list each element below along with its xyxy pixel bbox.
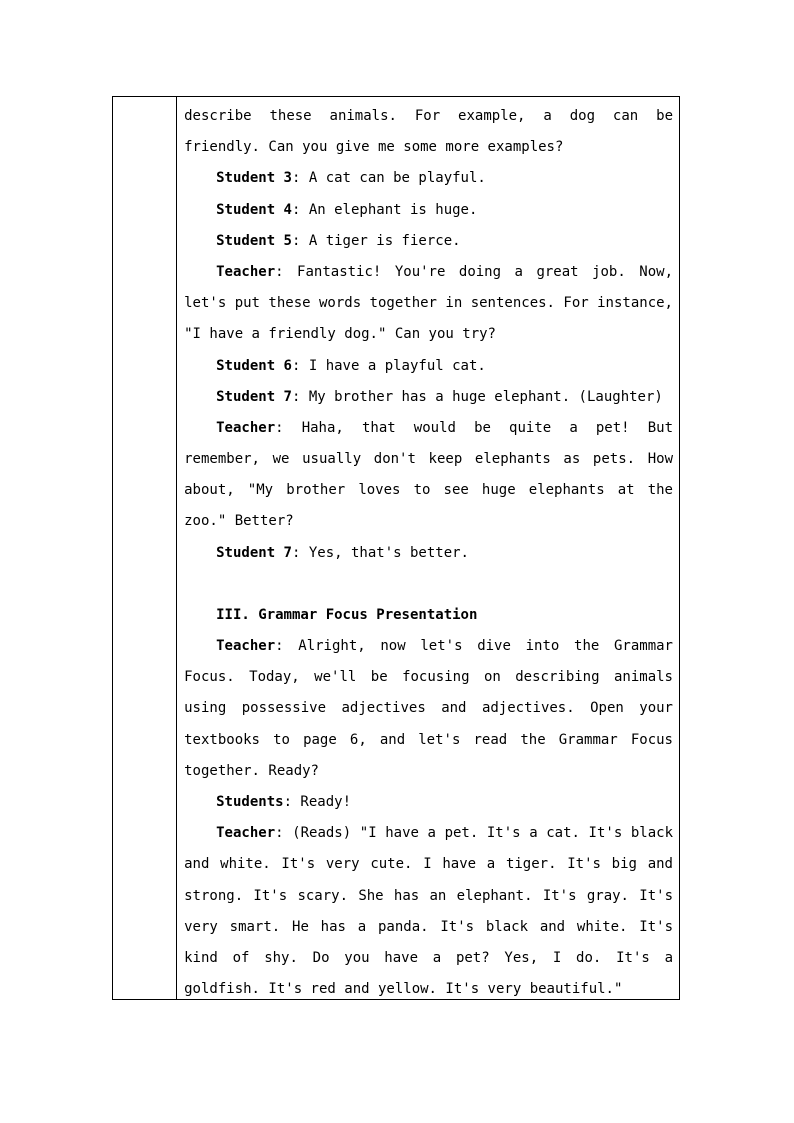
- speaker-text: : (Reads) "I have a pet. It's a cat. It's black: [275, 825, 673, 842]
- text-line: [184, 382, 673, 413]
- text-line: [184, 257, 673, 288]
- text-line: zoo." Better?: [184, 513, 294, 530]
- text-line: [184, 195, 673, 226]
- speaker-text: : Ready!: [283, 793, 351, 810]
- text-line: about, "My brother loves to see huge elephants at the: [184, 482, 673, 499]
- text-line: very smart. He has a panda. It's black and white. It's: [184, 918, 673, 935]
- text-line: Focus. Today, we'll be focusing on describing animals: [184, 669, 673, 686]
- speaker-label: Teacher: [216, 263, 276, 280]
- lesson-table: [112, 96, 680, 1000]
- section-heading: III. Grammar Focus Presentation: [216, 606, 478, 623]
- speaker-text: : Yes, that's better.: [291, 544, 469, 561]
- speaker-text: : Fantastic! You're doing a great job. Now,: [275, 263, 673, 280]
- text-line: kind of shy. Do you have a pet? Yes, I do. It's a: [184, 949, 673, 966]
- speaker-label: Student 5: [216, 232, 292, 249]
- text-line: remember, we usually don't keep elephants as pets. How: [184, 451, 673, 468]
- speaker-label: Student 7: [216, 544, 292, 561]
- speaker-text: : Alright, now let's dive into the Grammar: [275, 638, 673, 654]
- speaker-text: : A cat can be playful.: [291, 170, 486, 187]
- speaker-label: Student 7: [216, 388, 292, 405]
- speaker-label: Teacher: [216, 638, 276, 654]
- text-line: textbooks to page 6, and let's read the Grammar Focus: [184, 731, 673, 748]
- speaker-text: : I have a playful cat.: [291, 357, 486, 374]
- text-line: [184, 818, 673, 849]
- text-line: [184, 163, 673, 194]
- text-line: [184, 226, 673, 257]
- text-line: let's put these words together in sentences. For instance,: [184, 295, 673, 312]
- text-line: using possessive adjectives and adjectives. Open your: [184, 700, 673, 717]
- table-left-column: [113, 97, 177, 999]
- speaker-label: Student 4: [216, 201, 292, 218]
- speaker-label: Students: [216, 793, 284, 810]
- speaker-label: Student 6: [216, 357, 292, 374]
- text-line: [184, 413, 673, 444]
- text-line: strong. It's scary. She has an elephant. It's gray. It's: [184, 887, 673, 904]
- speaker-text: : An elephant is huge.: [291, 201, 478, 218]
- text-line: friendly. Can you give me some more examples?: [184, 139, 564, 156]
- text-line: together. Ready?: [184, 762, 319, 779]
- text-line: goldfish. It's red and yellow. It's very beautiful.": [184, 981, 623, 998]
- text-line: and white. It's very cute. I have a tiger. It's big and: [184, 856, 673, 873]
- speaker-label: Teacher: [216, 825, 276, 842]
- text-line: [184, 351, 673, 382]
- text-line: describe these animals. For example, a dog can be: [184, 108, 673, 124]
- speaker-text: : My brother has a huge elephant. (Laughter): [291, 388, 663, 405]
- text-line: [184, 538, 673, 569]
- text-line: [184, 787, 673, 818]
- table-content-cell: [177, 97, 679, 999]
- speaker-text: : Haha, that would be quite a pet! But: [275, 419, 673, 436]
- blank-line: [184, 569, 673, 600]
- text-line: "I have a friendly dog." Can you try?: [184, 326, 496, 343]
- speaker-label: Student 3: [216, 170, 292, 187]
- text-line: [184, 631, 673, 662]
- speaker-text: : A tiger is fierce.: [291, 232, 461, 249]
- speaker-label: Teacher: [216, 419, 276, 436]
